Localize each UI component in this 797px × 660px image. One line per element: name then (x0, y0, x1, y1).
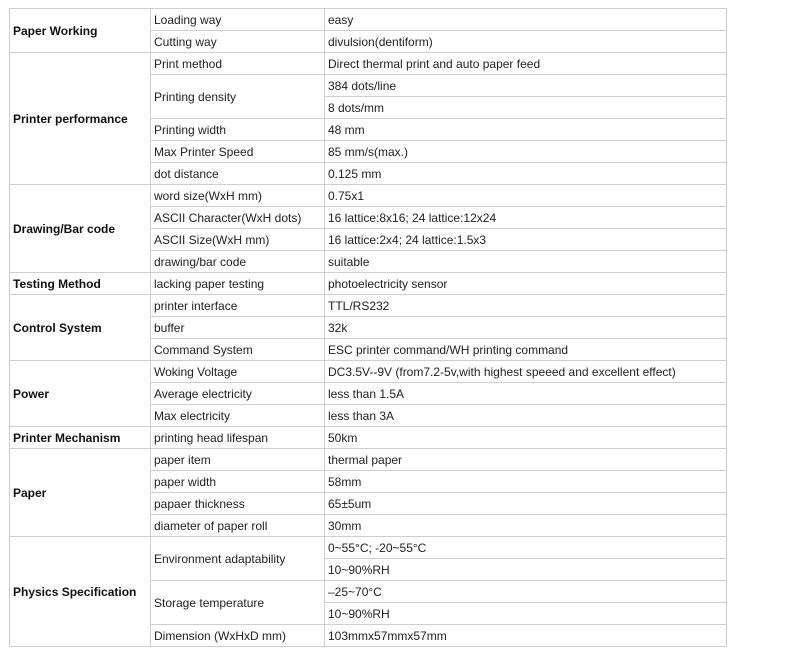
spec-value-cell: 0~55°C; -20~55°C (325, 537, 727, 559)
spec-label-cell: buffer (151, 317, 325, 339)
spec-label-cell: printer interface (151, 295, 325, 317)
spec-label-cell: Command System (151, 339, 325, 361)
table-row (10, 185, 727, 207)
spec-value-cell: 16 lattice:8x16; 24 lattice:12x24 (325, 207, 727, 229)
category-cell: Physics Specification (10, 537, 151, 647)
table-row (10, 361, 727, 383)
spec-value-cell: less than 3A (325, 405, 727, 427)
category-cell: Power (10, 361, 151, 427)
table-row (10, 295, 727, 317)
spec-value-cell: ESC printer command/WH printing command (325, 339, 727, 361)
category-cell: Printer performance (10, 53, 151, 185)
spec-label-cell: Cutting way (151, 31, 325, 53)
spec-label-cell: diameter of paper roll (151, 515, 325, 537)
spec-label-cell: paper width (151, 471, 325, 493)
spec-label-cell: Environment adaptability (151, 537, 325, 581)
spec-label-cell: paper item (151, 449, 325, 471)
table-row (10, 537, 727, 559)
category-cell: Paper Working (10, 9, 151, 53)
spec-label-cell: dot distance (151, 163, 325, 185)
spec-label-cell: Loading way (151, 9, 325, 31)
table-row (10, 273, 727, 295)
category-cell: Paper (10, 449, 151, 537)
spec-label-cell: Printing density (151, 75, 325, 119)
spec-value-cell: 0.125 mm (325, 163, 727, 185)
spec-value-cell: 65±5um (325, 493, 727, 515)
spec-label-cell: Max electricity (151, 405, 325, 427)
category-cell: Testing Method (10, 273, 151, 295)
spec-label-cell: Print method (151, 53, 325, 75)
spec-label-cell: word size(WxH mm) (151, 185, 325, 207)
spec-label-cell: Average electricity (151, 383, 325, 405)
spec-value-cell: 32k (325, 317, 727, 339)
spec-table (9, 8, 727, 647)
spec-value-cell: thermal paper (325, 449, 727, 471)
spec-value-cell: 8 dots/mm (325, 97, 727, 119)
spec-value-cell: divulsion(dentiform) (325, 31, 727, 53)
spec-value-cell: suitable (325, 251, 727, 273)
spec-label-cell: drawing/bar code (151, 251, 325, 273)
spec-value-cell: easy (325, 9, 727, 31)
spec-value-cell: 50km (325, 427, 727, 449)
spec-value-cell: photoelectricity sensor (325, 273, 727, 295)
spec-label-cell: ASCII Character(WxH dots) (151, 207, 325, 229)
spec-label-cell: Storage temperature (151, 581, 325, 625)
spec-label-cell: ASCII Size(WxH mm) (151, 229, 325, 251)
spec-label-cell: Dimension (WxHxD mm) (151, 625, 325, 647)
category-cell: Printer Mechanism (10, 427, 151, 449)
spec-label-cell: papaer thickness (151, 493, 325, 515)
spec-value-cell: 58mm (325, 471, 727, 493)
spec-value-cell: TTL/RS232 (325, 295, 727, 317)
table-row (10, 53, 727, 75)
table-row (10, 427, 727, 449)
category-cell: Control System (10, 295, 151, 361)
table-row (10, 449, 727, 471)
spec-value-cell: 10~90%RH (325, 603, 727, 625)
spec-label-cell: Printing width (151, 119, 325, 141)
spec-value-cell: DC3.5V--9V (from7.2-5v,with highest speeed and excellent effect) (325, 361, 727, 383)
category-cell: Drawing/Bar code (10, 185, 151, 273)
spec-value-cell: 85 mm/s(max.) (325, 141, 727, 163)
spec-label-cell: printing head lifespan (151, 427, 325, 449)
spec-label-cell: Max Printer Speed (151, 141, 325, 163)
spec-value-cell: 103mmx57mmx57mm (325, 625, 727, 647)
spec-value-cell: 10~90%RH (325, 559, 727, 581)
spec-value-cell: Direct thermal print and auto paper feed (325, 53, 727, 75)
spec-label-cell: Woking Voltage (151, 361, 325, 383)
spec-value-cell: 384 dots/line (325, 75, 727, 97)
spec-value-cell: 16 lattice:2x4; 24 lattice:1.5x3 (325, 229, 727, 251)
spec-table-body (10, 9, 727, 647)
table-row (10, 9, 727, 31)
spec-value-cell: less than 1.5A (325, 383, 727, 405)
spec-value-cell: –25~70°C (325, 581, 727, 603)
spec-value-cell: 30mm (325, 515, 727, 537)
spec-label-cell: lacking paper testing (151, 273, 325, 295)
spec-value-cell: 0.75x1 (325, 185, 727, 207)
spec-value-cell: 48 mm (325, 119, 727, 141)
